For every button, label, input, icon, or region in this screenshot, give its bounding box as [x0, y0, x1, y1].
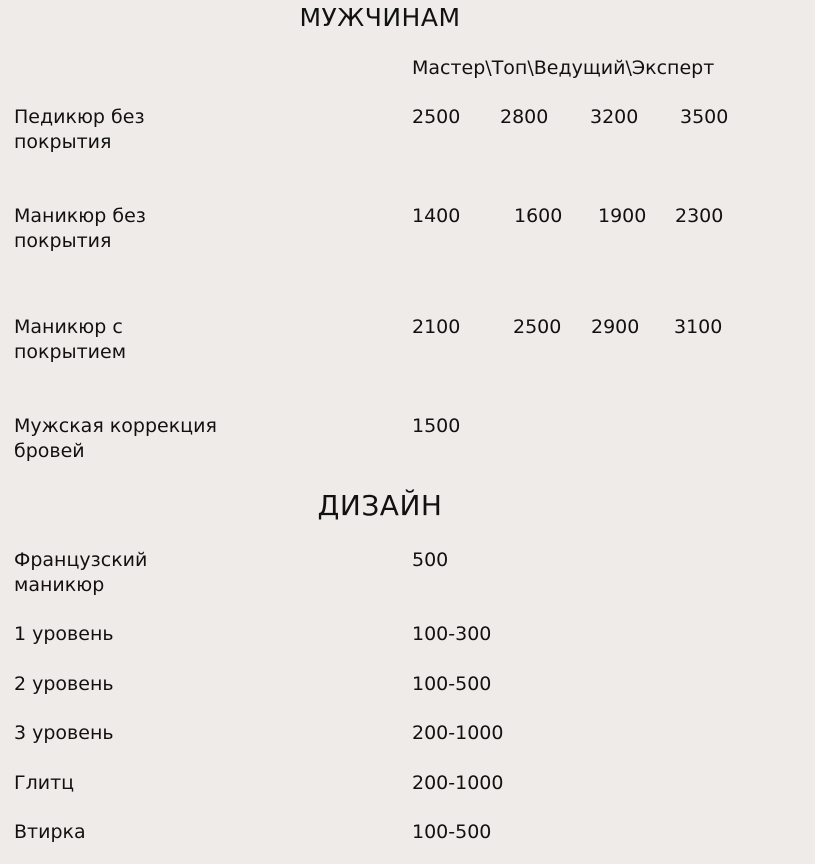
price-top: 1600	[514, 205, 563, 227]
section-title-design: ДИЗАЙН	[317, 489, 443, 522]
service-name: Педикюр без покрытия	[14, 106, 145, 153]
price-master: 1400	[412, 205, 461, 227]
price-master: 2500	[412, 106, 461, 128]
price-expert: 3100	[674, 316, 723, 338]
price-lead: 1900	[598, 205, 647, 227]
price-top: 2800	[500, 106, 549, 128]
price-lead: 3200	[590, 106, 639, 128]
design-price: 100-300	[412, 623, 492, 645]
service-name: 1 уровень	[14, 623, 114, 645]
price-expert: 2300	[675, 205, 724, 227]
service-name: Мужская коррекция бровей	[14, 415, 217, 462]
service-name: 2 уровень	[14, 673, 114, 695]
service-name: Маникюр с покрытием	[14, 316, 127, 363]
price-single: 1500	[412, 415, 461, 437]
price-master: 2100	[412, 316, 461, 338]
master-level-header: Мастер\Топ\Ведущий\Эксперт	[412, 57, 715, 79]
service-name: Французский маникюр	[14, 549, 148, 596]
design-price: 100-500	[412, 673, 492, 695]
design-price: 500	[412, 549, 449, 571]
design-price: 200-1000	[412, 722, 504, 744]
service-name: 3 уровень	[14, 722, 114, 744]
service-name: Глитц	[14, 772, 75, 794]
price-top: 2500	[513, 316, 562, 338]
section-title-men: МУЖЧИНАМ	[299, 3, 461, 32]
price-lead: 2900	[591, 316, 640, 338]
price-expert: 3500	[680, 106, 729, 128]
design-price: 200-1000	[412, 772, 504, 794]
service-name: Маникюр без покрытия	[14, 205, 146, 252]
service-name: Втирка	[14, 821, 86, 843]
design-price: 100-500	[412, 821, 492, 843]
